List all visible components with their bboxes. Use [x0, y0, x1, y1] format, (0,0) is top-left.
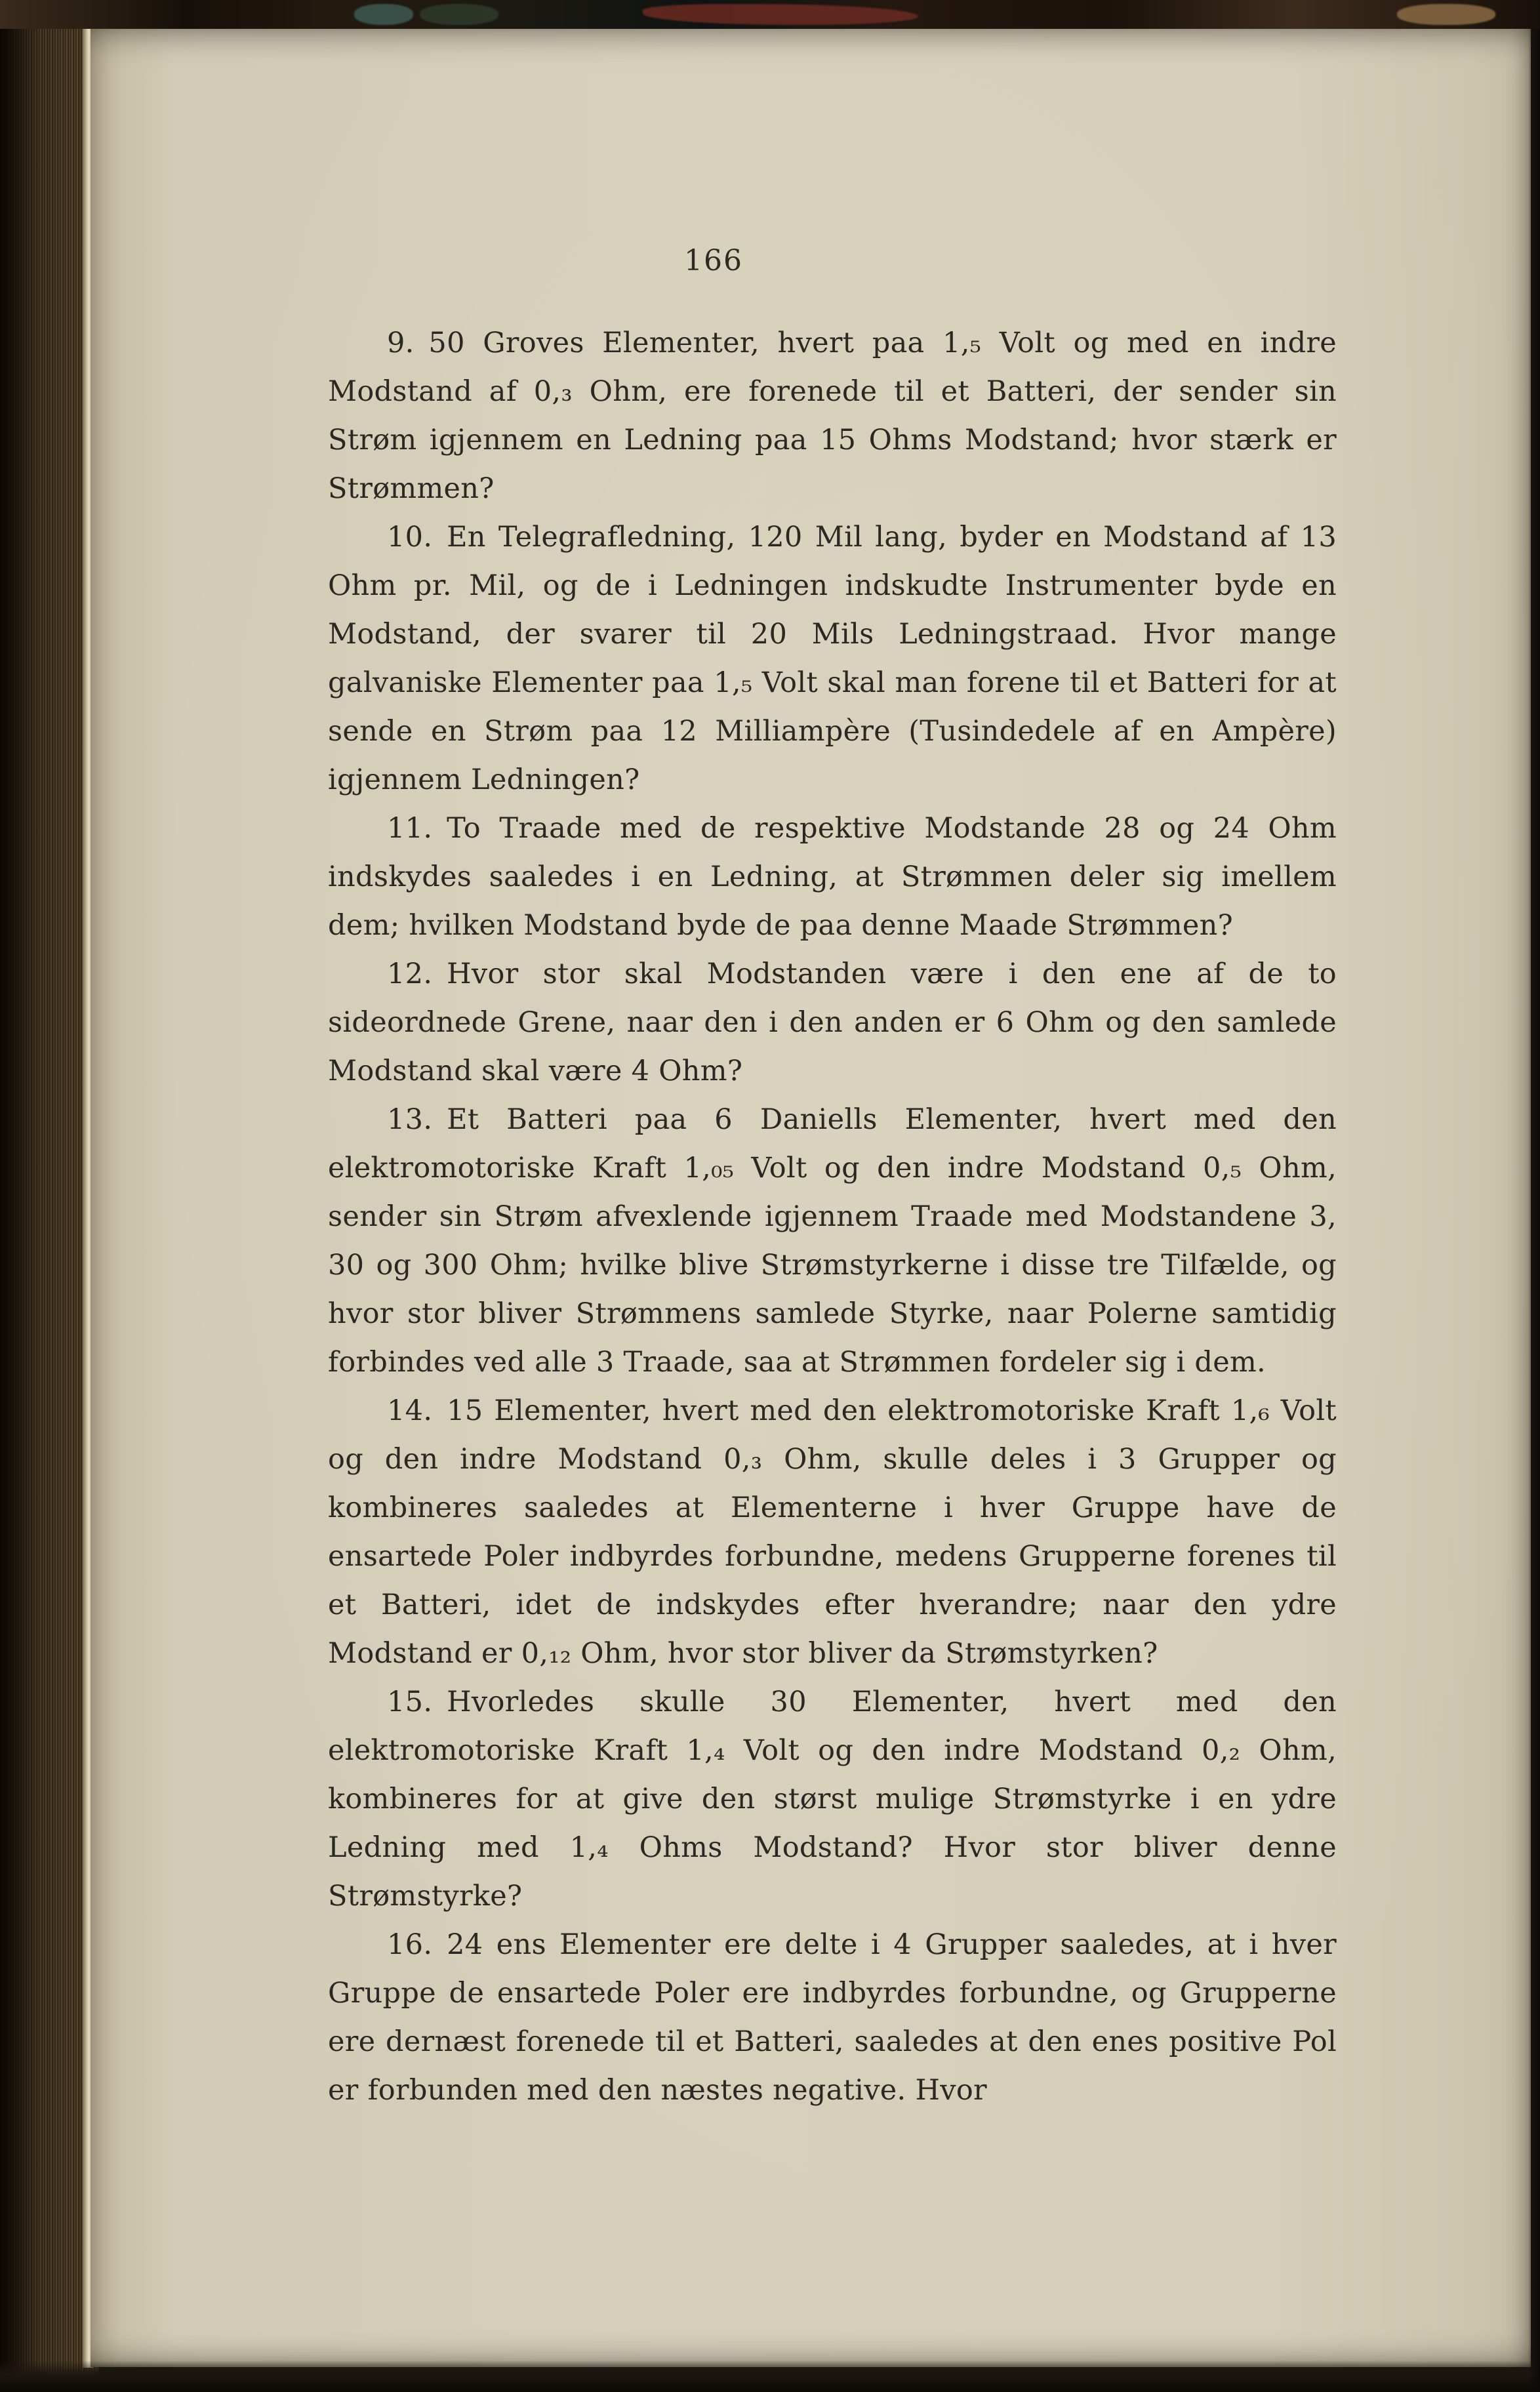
cover-marbling: [354, 4, 413, 25]
cover-marbling: [643, 4, 918, 25]
paragraph-9: 9. 50 Groves Elementer, hvert paa 1,₅ Volt og med en indre Modstand af 0,₃ Ohm, ere forenede til et Batteri, der sender sin Strøm igjennem en Ledning paa 15 Ohms Modstand; hvor stærk er Strømmen?: [328, 327, 1337, 505]
page-number: 166: [684, 244, 743, 277]
paragraph-10: 10. En Telegrafledning, 120 Mil lang, byder en Modstand af 13 Ohm pr. Mil, og de i Ledningen indskudte Instrumenter byde en Modstand, der svarer til 20 Mils Ledningstraad. Hvor mange galvaniske Elementer paa 1,₅ Volt skal man forene til et Batteri for at sende en Strøm paa 12 Milliampère (Tusindedele af en Ampère) igjennem Ledningen?: [328, 521, 1337, 796]
paragraph-15: 15. Hvorledes skulle 30 Elementer, hvert med den elektromotoriske Kraft 1,₄ Volt og den indre Modstand 0,₂ Ohm, kombineres for at give den størst mulige Strømstyrke i en ydre Ledning med 1,₄ Ohms Modstand? Hvor stor bliver denne Strømstyrke?: [328, 1686, 1337, 1913]
paragraph-11: 11. To Traade med de respektive Modstande 28 og 24 Ohm indskydes saaledes i en Ledning, at Strømmen deler sig imellem dem; hvilken Modstand byde de paa denne Maade Strømmen?: [328, 812, 1337, 942]
paragraph-12: 12. Hvor stor skal Modstanden være i den ene af de to sideordnede Grene, naar den i den anden er 6 Ohm og den samlede Modstand skal være 4 Ohm?: [328, 958, 1337, 1087]
page-right-edge: [1528, 0, 1540, 2392]
paragraph-16: 16. 24 ens Elementer ere delte i 4 Grupper saaledes, at i hver Gruppe de ensartede Poler ere indbyrdes forbundne, og Grupperne ere dernæst forenede til et Batteri, saaledes at den enes positive Pol er forbunden med den næstes negative. Hvor: [328, 1928, 1337, 2107]
book-bottom-edge: [0, 2361, 1540, 2392]
paragraph-13: 13. Et Batteri paa 6 Daniells Elementer, hvert med den elektromotoriske Kraft 1,₀₅ Volt og den indre Modstand 0,₅ Ohm, sender sin Strøm afvexlende igjennem Traade med Modstandene 3, 30 og 300 Ohm; hvilke blive Strømstyrkerne i disse tre Tilfælde, og hvor stor bliver Strømmens samlede Styrke, naar Polerne samtidig forbindes ved alle 3 Traade, saa at Strømmen fordeler sig i dem.: [328, 1103, 1337, 1379]
cover-marbling: [420, 4, 498, 25]
paragraph-14: 14. 15 Elementer, hvert med den elektromotoriske Kraft 1,₆ Volt og den indre Modstand 0,₃ Ohm, skulle deles i 3 Grupper og kombineres saaledes at Elementerne i hver Gruppe have de ensartede Poler indbyrdes forbundne, medens Grupperne forenes til et Batteri, idet de indskydes efter hverandre; naar den ydre Modstand er 0,₁₂ Ohm, hvor stor bliver da Strømstyrken?: [328, 1394, 1337, 1670]
page-paper: [91, 22, 1531, 2367]
book-cover-top-edge: [0, 0, 1540, 29]
cover-marbling: [1397, 4, 1495, 25]
text-block: [328, 319, 1337, 2115]
